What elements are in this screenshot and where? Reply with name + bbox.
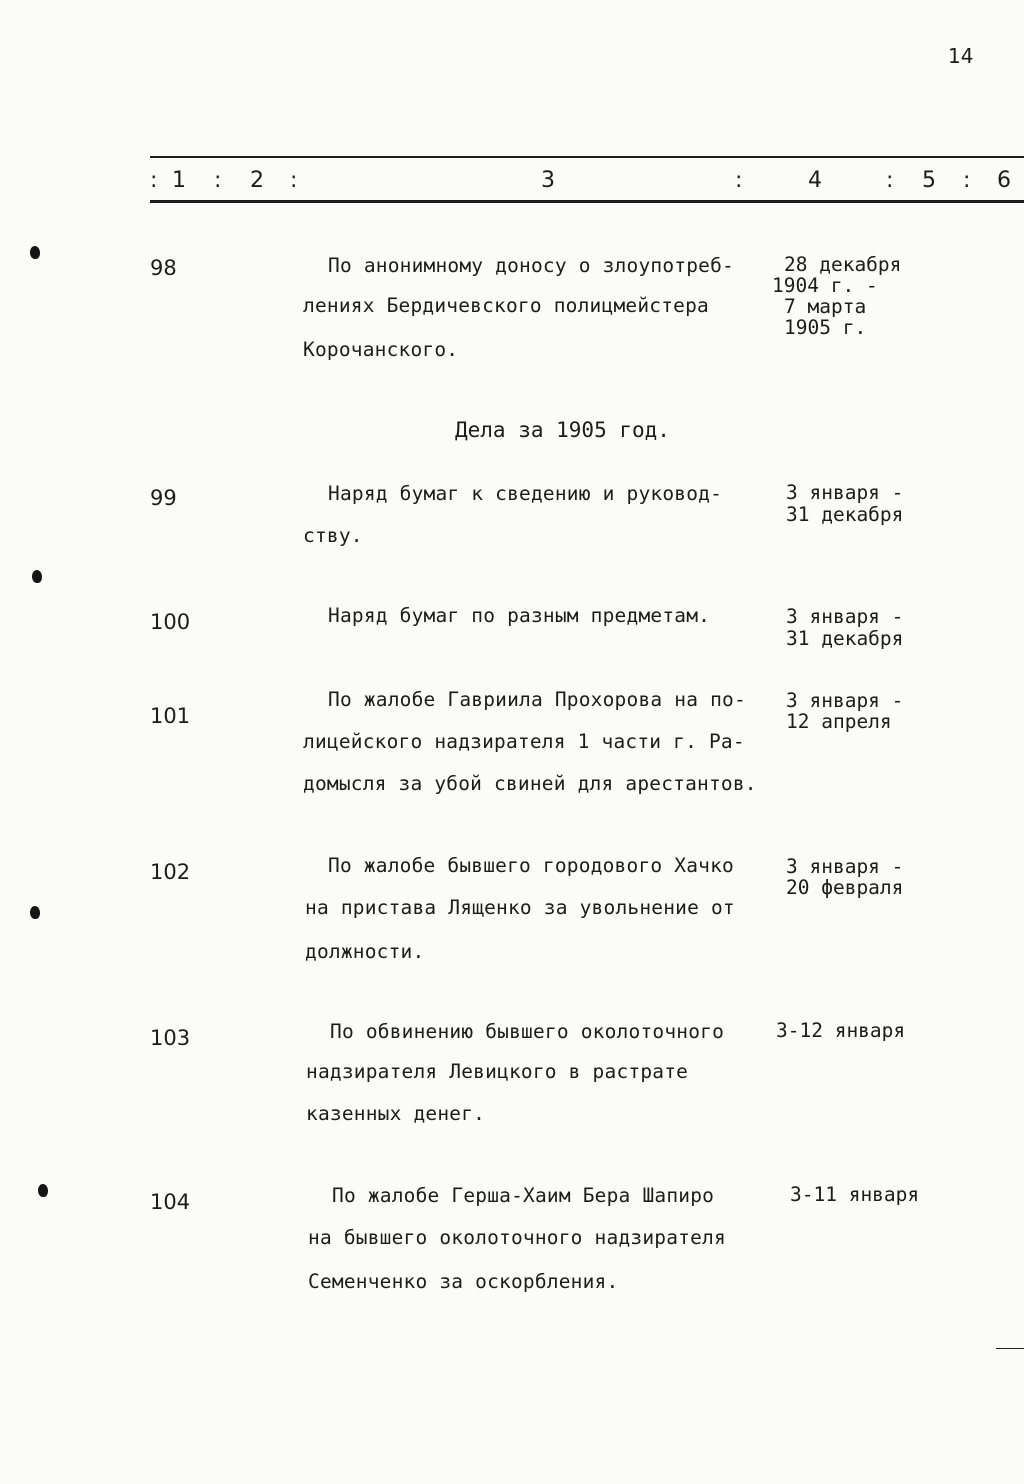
column-separator: : bbox=[886, 168, 894, 193]
record-date-line: 3 января - bbox=[786, 605, 904, 628]
record-text-line: домысля за убой свиней для арестантов. bbox=[303, 772, 757, 795]
record-date-line: 7 марта bbox=[784, 295, 867, 318]
header-rule-bottom bbox=[150, 200, 1024, 203]
record-date-line: 1905 г. bbox=[784, 316, 867, 339]
column-label: 3 bbox=[541, 168, 555, 193]
record-number: 102 bbox=[150, 860, 191, 884]
record-text-line: По жалобе бывшего городового Хачко bbox=[328, 854, 734, 877]
record-text-line: По жалобе Герша-Хаим Бера Шапиро bbox=[332, 1184, 715, 1207]
record-text-line: Наряд бумаг по разным предметам. bbox=[328, 604, 711, 627]
page-number: 14 bbox=[948, 44, 974, 68]
record-date-line: 3 января - bbox=[786, 855, 904, 878]
record-date-line: 1904 г. - bbox=[772, 274, 878, 297]
column-separator: : bbox=[290, 168, 298, 193]
margin-mark bbox=[996, 1348, 1024, 1349]
record-text-line: Семенченко за оскорбления. bbox=[308, 1270, 619, 1293]
binder-hole-mark bbox=[32, 570, 42, 583]
record-text-line: По обвинению бывшего околоточного bbox=[330, 1020, 725, 1043]
record-text-line: лениях Бердичевского полицмейстера bbox=[303, 294, 709, 317]
record-text-line: Наряд бумаг к сведению и руковод- bbox=[328, 482, 723, 505]
column-label: 4 bbox=[808, 168, 822, 193]
record-date-line: 31 декабря bbox=[786, 503, 904, 526]
record-date-line: 28 декабря bbox=[784, 253, 902, 276]
record-number: 104 bbox=[150, 1190, 191, 1214]
record-text-line: должности. bbox=[305, 940, 425, 963]
record-date-line: 20 февраля bbox=[786, 876, 904, 899]
section-title: Дела за 1905 год. bbox=[455, 418, 670, 442]
record-text-line: на бывшего околоточного надзирателя bbox=[308, 1226, 726, 1249]
column-label: 6 bbox=[997, 168, 1011, 193]
column-separator: : bbox=[214, 168, 222, 193]
record-text-line: ству. bbox=[303, 524, 363, 547]
column-label: 1 bbox=[172, 168, 186, 193]
header-rule-top bbox=[150, 156, 1024, 158]
record-text-line: лицейского надзирателя 1 части г. Ра- bbox=[303, 730, 745, 753]
column-separator: : bbox=[963, 168, 971, 193]
record-text-line: на пристава Лященко за увольнение от bbox=[305, 896, 735, 919]
record-date-line: 12 апреля bbox=[786, 710, 892, 733]
record-date-line: 31 декабря bbox=[786, 627, 904, 650]
record-number: 103 bbox=[150, 1026, 191, 1050]
record-text-line: Корочанского. bbox=[303, 338, 459, 361]
record-date-line: 3-12 января bbox=[776, 1019, 906, 1042]
column-label: 5 bbox=[922, 168, 936, 193]
binder-hole-mark bbox=[30, 906, 40, 919]
column-label: 2 bbox=[250, 168, 264, 193]
record-number: 100 bbox=[150, 610, 191, 634]
record-date-line: 3 января - bbox=[786, 689, 904, 712]
binder-hole-mark bbox=[38, 1184, 48, 1197]
record-number: 101 bbox=[150, 704, 191, 728]
column-separator: : bbox=[150, 168, 158, 193]
record-text-line: По анонимному доносу о злоупотреб- bbox=[328, 254, 734, 277]
column-separator: : bbox=[735, 168, 743, 193]
record-number: 99 bbox=[150, 486, 177, 510]
record-date-line: 3-11 января bbox=[790, 1183, 920, 1206]
record-number: 98 bbox=[150, 256, 177, 280]
record-text-line: По жалобе Гавриила Прохорова на по- bbox=[328, 688, 746, 711]
record-text-line: надзирателя Левицкого в растрате bbox=[306, 1060, 689, 1083]
record-date-line: 3 января - bbox=[786, 481, 904, 504]
binder-hole-mark bbox=[30, 246, 40, 259]
record-text-line: казенных денег. bbox=[306, 1102, 486, 1125]
